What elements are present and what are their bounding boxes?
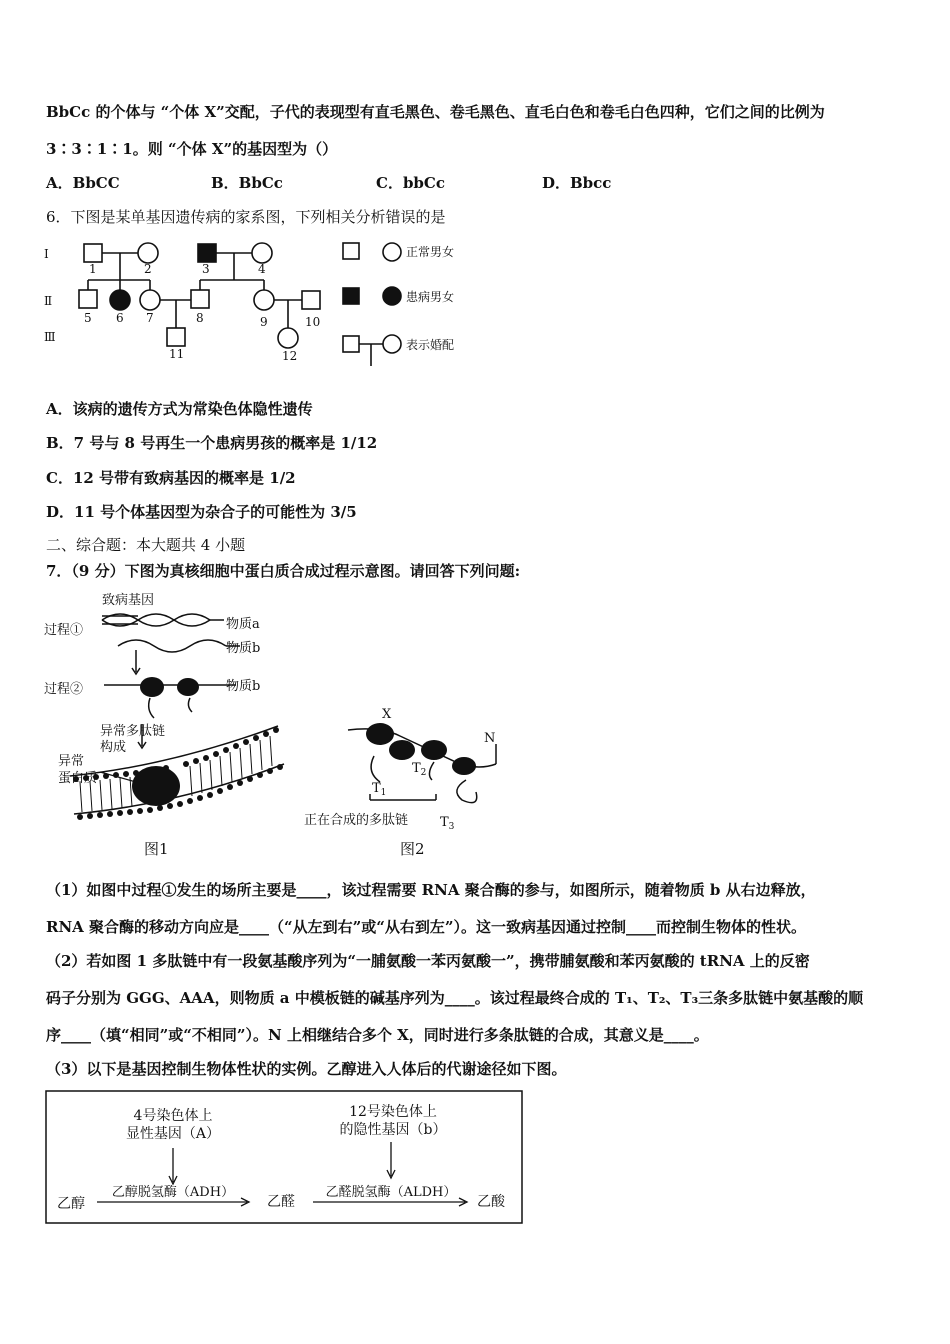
- id-1: 1: [89, 262, 97, 276]
- legend-affected-label: 患病男女: [406, 290, 455, 304]
- ribosome-1: [140, 677, 164, 697]
- pedigree-individual-8: [191, 290, 209, 308]
- figure-2: [300, 700, 510, 862]
- enzyme2-label: 乙醛脱氢酶（ALDH）: [325, 1185, 457, 1200]
- acetaldehyde-label: 乙醛: [267, 1194, 295, 1210]
- q7-sub2-line1: （2）若如图 1 多肽链中有一段氨基酸序列为“一脯氨酸一苯丙氨酸一”，携带脯氨酸和苯丙氨酸的 tRNA 上的反密: [46, 952, 810, 970]
- fig1-caption: 图1: [144, 840, 169, 858]
- process-2-label: 过程②: [44, 682, 84, 697]
- q5-option-c: C．bbCc: [376, 174, 445, 192]
- gene-label: 致病基因: [102, 593, 155, 608]
- legend-normal-female: [383, 243, 401, 261]
- pedigree-individual-3: [198, 244, 216, 262]
- legend-affected-male: [343, 288, 359, 304]
- q6-option-c: C．12 号带有致病基因的概率是 1/2: [46, 469, 296, 487]
- id-3: 3: [202, 262, 210, 276]
- q6-option-b: B．7 号与 8 号再生一个患病男孩的概率是 1/12: [46, 434, 378, 452]
- gene-a-line1: 4号染色体上: [133, 1108, 213, 1124]
- q6-option-d: D．11 号个体基因型为杂合子的可能性为 3/5: [46, 503, 357, 521]
- substance-b-label: 物质b: [226, 641, 261, 656]
- q6-stem: 6．下图是某单基因遗传病的家系图，下列相关分析错误的是: [46, 208, 446, 226]
- chain-label: 正在合成的多肽链: [304, 813, 409, 828]
- metabolism-diagram: [45, 1090, 523, 1224]
- id-8: 8: [196, 311, 204, 325]
- q7-sub2-line3: 序____（填“相同”或“不相同”）。N 上相继结合多个 X，同时进行多条肽链的合成，其意义是____。: [46, 1026, 709, 1044]
- polypeptide-label-2: 构成: [100, 740, 127, 755]
- protein-label-2: 蛋白质: [58, 771, 98, 786]
- q5-option-d: D．Bbcc: [542, 174, 612, 192]
- id-2: 2: [144, 262, 152, 276]
- protein-label-1: 异常: [58, 754, 85, 769]
- figure-1: [40, 586, 300, 862]
- pedigree-individual-2: [138, 243, 158, 263]
- pedigree-individual-6: [110, 290, 130, 310]
- pedigree-individual-7: [140, 290, 160, 310]
- section-heading: 二、综合题：本大题共 4 小题: [46, 536, 246, 554]
- pedigree-individual-5: [79, 290, 97, 308]
- id-6: 6: [116, 311, 124, 325]
- pedigree-individual-1: [84, 244, 102, 262]
- q5-stem-line1: BbCc 的个体与 “个体 X”交配，子代的表现型有直毛黑色、卷毛黑色、直毛白色和卷毛白色四种，它们之间的比例为: [46, 103, 825, 121]
- process-1-label: 过程①: [44, 623, 84, 638]
- gene-b-line2: 的隐性基因（b）: [339, 1122, 447, 1138]
- id-7: 7: [146, 311, 154, 325]
- legend-affected-female: [383, 287, 401, 305]
- pedigree-chart: [40, 236, 470, 376]
- id-4: 4: [258, 262, 266, 276]
- legend-normal-label: 正常男女: [406, 245, 455, 259]
- q6-option-a: A．该病的遗传方式为常染色体隐性遗传: [46, 400, 313, 418]
- acetic-acid-label: 乙酸: [477, 1194, 505, 1210]
- ethanol-label: 乙醇: [57, 1196, 85, 1212]
- t1-label: $T_1$: [372, 781, 387, 798]
- t2-label: $T_2$: [412, 761, 427, 778]
- fig2-caption: 图2: [400, 840, 425, 858]
- pedigree-individual-12: [278, 328, 298, 348]
- generation-3-label: Ⅲ: [44, 330, 56, 344]
- legend-mating-label: 表示婚配: [406, 338, 455, 352]
- id-5: 5: [84, 311, 92, 325]
- generation-1-label: Ⅰ: [44, 247, 49, 261]
- legend-normal-male: [343, 243, 359, 259]
- q7-stem: 7．（9 分）下图为真核细胞中蛋白质合成过程示意图。请回答下列问题:: [46, 562, 521, 580]
- generation-2-label: Ⅱ: [44, 294, 53, 308]
- pedigree-individual-11: [167, 328, 185, 346]
- abnormal-protein: [132, 766, 180, 806]
- x-label: X: [382, 707, 392, 722]
- legend-mating-female: [383, 335, 401, 353]
- gene-a-line2: 显性基因（A）: [125, 1126, 221, 1142]
- ribosome-x-3: [421, 740, 447, 760]
- ribosome-2: [177, 678, 199, 696]
- id-9: 9: [260, 315, 268, 329]
- q5-option-b: B．BbCc: [211, 174, 283, 192]
- ribosome-x-2: [389, 740, 415, 760]
- q7-sub1-line1: （1）如图中过程①发生的场所主要是____，该过程需要 RNA 聚合酶的参与，如图所示，随着物质 b 从右边释放，: [46, 881, 816, 899]
- enzyme1-label: 乙醇脱氢酶（ADH）: [111, 1185, 235, 1200]
- legend-mating-male: [343, 336, 359, 352]
- n-label: N: [484, 731, 496, 746]
- id-11: 11: [169, 347, 185, 361]
- substance-a-label: 物质a: [226, 617, 260, 632]
- ribosome-x-4: [452, 757, 476, 775]
- ribosome-x-1: [366, 723, 394, 745]
- substance-b2-label: 物质b: [226, 679, 261, 694]
- pedigree-individual-9: [254, 290, 274, 310]
- q7-sub1-line2: RNA 聚合酶的移动方向应是____（“从左到右”或“从右到左”）。这一致病基因通过控制____而控制生物体的性状。: [46, 918, 807, 936]
- t3-label: $T_3$: [440, 815, 455, 832]
- q7-sub3: （3）以下是基因控制生物体性状的实例。乙醇进入人体后的代谢途径如下图。: [46, 1060, 567, 1078]
- q7-sub2-line2: 码子分别为 GGG、AAA，则物质 a 中模板链的碱基序列为____。该过程最终合成的 T₁、T₂、T₃三条多肽链中氨基酸的顺: [46, 989, 864, 1007]
- q5-option-a: A．BbCC: [46, 174, 120, 192]
- pedigree-individual-10: [302, 291, 320, 309]
- gene-b-line1: 12号染色体上: [349, 1104, 437, 1120]
- id-10: 10: [305, 315, 321, 329]
- pedigree-individual-4: [252, 243, 272, 263]
- id-12: 12: [282, 349, 298, 363]
- polypeptide-label-1: 异常多肽链: [100, 724, 166, 739]
- q5-stem-line2: 3∶3∶1∶1。则 “个体 X”的基因型为（）: [46, 140, 338, 158]
